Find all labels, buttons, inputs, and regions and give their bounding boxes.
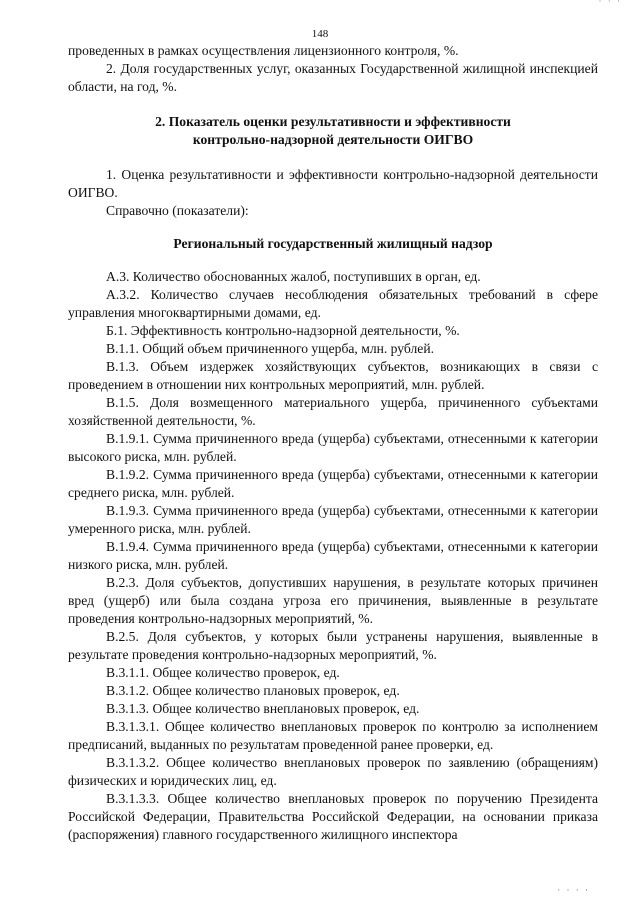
indicator-item: В.1.9.2. Сумма причиненного вреда (ущерба) субъектами, отнесенными к категории среднего риска, млн. рублей. (68, 467, 598, 500)
indicator-item: В.3.1.2. Общее количество плановых проверок, ед. (106, 683, 400, 698)
indicator-item: В.3.1.3. Общее количество внеплановых проверок, ед. (106, 701, 420, 716)
indicator-item: А.3.2. Количество случаев несоблюдения обязательных требований в сфере управления многоквартирными домами, ед. (68, 287, 598, 320)
section-heading (68, 113, 598, 149)
reference-label: Справочно (показатели): (106, 203, 249, 218)
indicator-item: В.3.1.3.2. Общее количество внеплановых проверок по заявлению (обращениям) физических и юридических лиц, ед. (68, 755, 598, 788)
indicator-item: В.2.3. Доля субъектов, допустивших нарушения, в результате которых причинен вред (ущерб) или была создана угроза его причинения, выявленные в результате проведения контрольно-надзорных мероприятий, %. (68, 575, 598, 626)
indicator-item: В.1.9.1. Сумма причиненного вреда (ущерба) субъектами, отнесенными к категории высокого риска, млн. рублей. (68, 431, 598, 464)
indicator-item: В.3.1.3.3. Общее количество внеплановых проверок по поручению Президента Российской Федерации, Правительства Российской Федерации, на основании приказа (распоряжения) главного государственного жилищного инспектора (68, 791, 598, 842)
section-heading-line1: 2. Показатель оценки результативности и эффективности (155, 114, 511, 129)
page-content (68, 42, 598, 844)
indicator-item: В.3.1.3.1. Общее количество внеплановых проверок по контролю за исполнением предписаний, выданных по результатам проведенной ранее проверки, ед. (68, 719, 598, 752)
indicator-item: В.2.5. Доля субъектов, у которых были устранены нарушения, выявленные в результате проведения контрольно-надзорных мероприятий, %. (68, 629, 598, 662)
indicator-item: Б.1. Эффективность контрольно-надзорной деятельности, %. (106, 323, 460, 338)
scan-mark: · · · (598, 0, 622, 6)
indicator-item: В.3.1.1. Общее количество проверок, ед. (106, 665, 340, 680)
indicator-item: А.3. Количество обоснованных жалоб, поступивших в орган, ед. (106, 269, 481, 284)
subsection-heading: Региональный государственный жилищный надзор (173, 236, 493, 251)
scan-mark: · · · · (557, 885, 590, 895)
indicator-list (68, 268, 598, 844)
indicator-item: В.1.9.3. Сумма причиненного вреда (ущерба) субъектами, отнесенными к категории умеренного риска, млн. рублей. (68, 503, 598, 536)
paragraph-item-2: 2. Доля государственных услуг, оказанных Государственной жилищной инспекцией области, на год, %. (68, 61, 598, 94)
page-number: 148 (311, 28, 329, 40)
continued-paragraph: проведенных в рамках осуществления лицензионного контроля, %. (68, 43, 459, 58)
indicator-item: В.1.1. Общий объем причиненного ущерба, млн. рублей. (106, 341, 434, 356)
paragraph-item-1: 1. Оценка результативности и эффективности контрольно-надзорной деятельности ОИГВО. (68, 167, 598, 200)
section-heading-line2: контрольно-надзорной деятельности ОИГВО (192, 132, 474, 147)
indicator-item: В.1.9.4. Сумма причиненного вреда (ущерба) субъектами, отнесенными к категории низкого риска, млн. рублей. (68, 539, 598, 572)
indicator-item: В.1.5. Доля возмещенного материального ущерба, причиненного субъектами хозяйственной деятельности, %. (68, 395, 598, 428)
indicator-item: В.1.3. Объем издержек хозяйствующих субъектов, возникающих в связи с проведением в отношении них контрольных мероприятий, млн. рублей. (68, 359, 598, 392)
